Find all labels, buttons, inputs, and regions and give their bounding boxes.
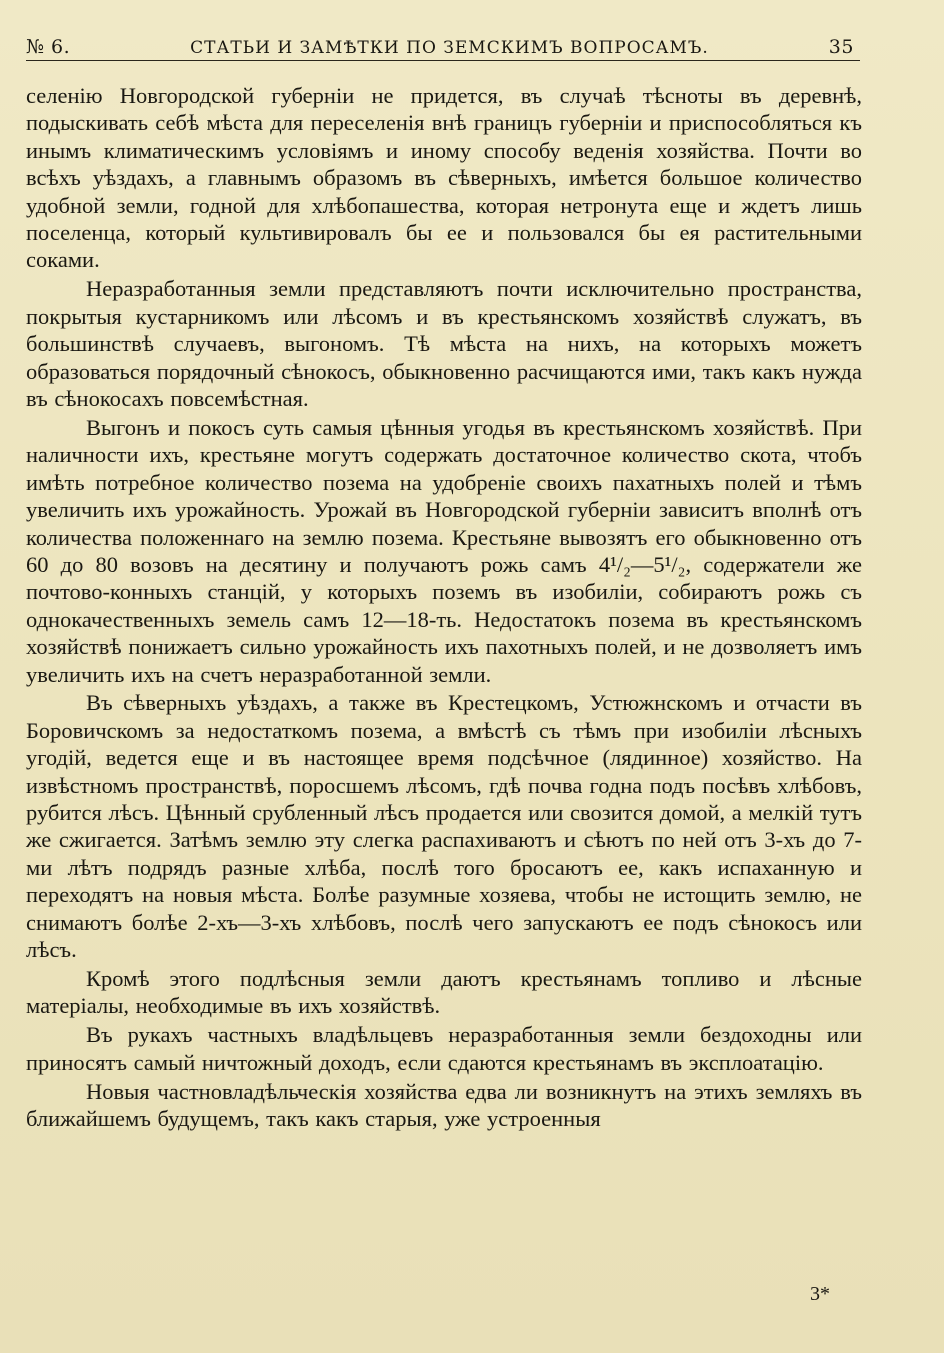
paragraph-continued: селенію Новгородской губерніи не придется, въ случаѣ тѣсноты въ деревнѣ, подыскивать себѣ мѣста для переселенія внѣ границъ губерніи и приспособляться къ инымъ климатическимъ условіямъ и иному способу веденія хозяйства. Почти во всѣхъ уѣздахъ, а главнымъ образомъ въ сѣверныхъ, имѣется большое количество удобной земли, годной для хлѣбопашества, которая нетронута еще и ждетъ лишь поселенца, который культивировалъ бы ее и пользовался бы ея растительными соками. [26, 83, 862, 273]
issue-number: № 6. [26, 36, 71, 58]
paragraph: Въ сѣверныхъ уѣздахъ, а также въ Крестецкомъ, Устюжнскомъ и отчасти въ Боровичскомъ за недостаткомъ позема, а вмѣстѣ съ тѣмъ при изобиліи лѣсныхъ угодій, ведется еще и въ настоящее время подсѣчное (лядинное) хозяйство. На извѣстномъ пространствѣ, поросшемъ лѣсомъ, гдѣ почва годна подъ посѣвъ хлѣбовъ, рубится лѣсъ. Цѣнный срубленный лѣсъ продается или свозится домой, а мелкій тутъ же сжигается. Затѣмъ землю эту слегка распахиваютъ и сѣютъ по ней отъ 3-хъ до 7-ми лѣтъ подрядъ разные хлѣба, послѣ того бросаютъ ее, какъ испаханную и переходятъ на новыя мѣста. Болѣе разумные хозяева, чтобы не истощить землю, не снимаютъ болѣе 2-хъ—3-хъ хлѣбовъ, послѣ чего запускаютъ ее подъ сѣнокосъ или лѣсъ. [26, 690, 862, 963]
article-body [26, 82, 862, 1132]
paragraph: Въ рукахъ частныхъ владѣльцевъ неразработанныя земли бездоходны или приносятъ самый ничтожный доходъ, если сдаются крестьянамъ въ эксплоатацію. [26, 1022, 862, 1075]
page-number: 35 [828, 36, 854, 58]
header-rule [26, 60, 860, 61]
signature-mark: 3* [810, 1283, 830, 1305]
running-header [26, 28, 854, 58]
paragraph: Выгонъ и покосъ суть самыя цѣнныя угодья въ крестьянскомъ хозяйствѣ. При наличности ихъ, крестьяне могутъ содержать достаточное количество скота, чтобъ имѣть потребное количество позема на удобреніе своихъ пахатныхъ полей и тѣмъ увеличить ихъ урожайность. Урожай въ Новгородской губерніи зависитъ вполнѣ отъ количества положеннаго на землю позема. Крестьяне вывозятъ его обыкновенно отъ 60 до 80 возовъ на десятину и получаютъ рожь самъ 4¹/₂—5¹/₂, содержатели же почтово-конныхъ станцій, у которыхъ поземъ въ изобиліи, собираютъ рожь съ однокачественныхъ земель самъ 12—18-ть. Недостатокъ позема въ крестьянскомъ хозяйствѣ понижаетъ сильно урожайность ихъ пахотныхъ полей, и не дозволяетъ имъ увеличить ихъ на счетъ неразработанной земли. [26, 414, 862, 687]
running-title: СТАТЬИ И ЗАМѢТКИ ПО ЗЕМСКИМЪ ВОПРОСАМЪ. [190, 38, 709, 58]
paragraph: Неразработанныя земли представляютъ почти исключительно пространства, покрытыя кустарникомъ или лѣсомъ и въ крестьянскомъ хозяйствѣ служатъ, въ большинствѣ случаевъ, выгономъ. Тѣ мѣста на нихъ, на которыхъ можетъ образоваться порядочный сѣнокосъ, обыкновенно расчищаются ими, такъ какъ нужда въ сѣнокосахъ повсемѣстная. [26, 276, 862, 411]
paragraph: Кромѣ этого подлѣсныя земли даютъ крестьянамъ топливо и лѣсные матеріалы, необходимые въ ихъ хозяйствѣ. [26, 966, 862, 1019]
paragraph: Новыя частновладѣльческія хозяйства едва ли возникнутъ на этихъ земляхъ въ ближайшемъ будущемъ, такъ какъ старыя, уже устроенныя [26, 1078, 862, 1132]
